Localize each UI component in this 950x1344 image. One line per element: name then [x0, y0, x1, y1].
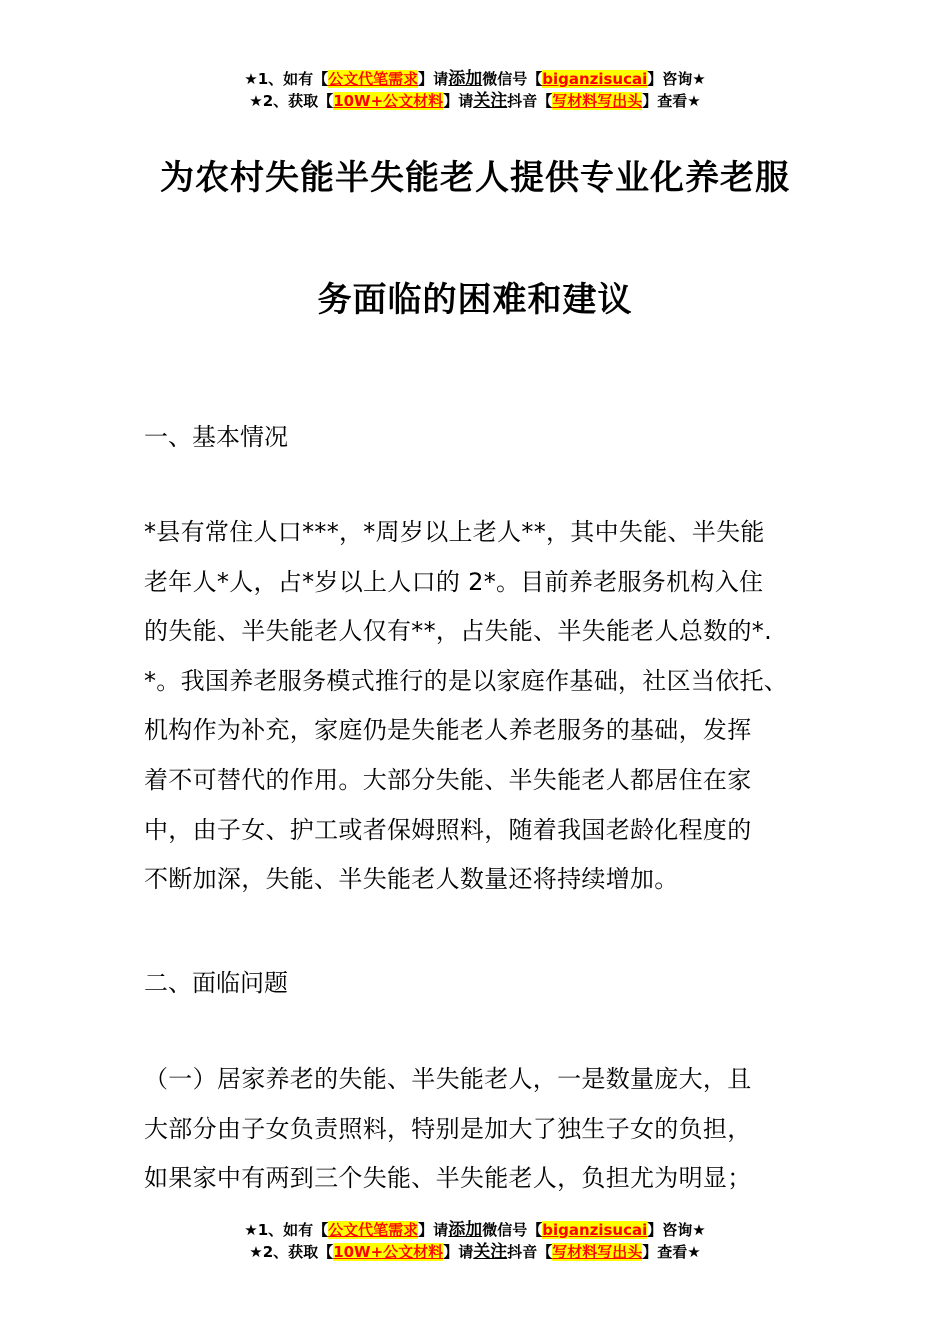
banner-highlight: 写材料写出头: [552, 1243, 643, 1261]
banner-text: 】咨询★: [647, 70, 706, 88]
section-heading-basic: 一、基本情况: [144, 423, 288, 451]
banner-line-1: [0, 1219, 950, 1241]
banner-line-1: [0, 68, 950, 90]
banner-text: 抖音【: [507, 1243, 553, 1261]
banner-text: 】请: [418, 1221, 449, 1239]
paragraph-line: *。我国养老服务模式推行的是以家庭作基础，社区当依托、: [144, 666, 789, 695]
top-banner: [0, 68, 950, 112]
document-title-line-2: 务面临的困难和建议: [317, 280, 633, 320]
document-title-line-1: 为农村失能半失能老人提供专业化养老服: [160, 158, 790, 198]
banner-text: 】请: [443, 1243, 474, 1261]
banner-text: 微信号【: [482, 70, 543, 88]
section-heading-problems: 二、面临问题: [144, 969, 288, 997]
banner-text: 】请: [443, 92, 474, 110]
banner-text: 微信号【: [482, 1221, 543, 1239]
section2-paragraph: [144, 1055, 812, 1204]
banner-highlight: 公文代笔需求: [328, 70, 419, 88]
bottom-banner: [0, 1219, 950, 1263]
banner-highlight: 公文代笔需求: [328, 1221, 419, 1239]
banner-text: 】查看★: [642, 1243, 701, 1261]
paragraph-line: 大部分由子女负责照料，特别是加大了独生子女的负担，: [144, 1114, 752, 1143]
banner-emphasis: 关注: [473, 91, 508, 111]
banner-text: 】查看★: [642, 92, 701, 110]
banner-emphasis: 关注: [473, 1242, 508, 1262]
paragraph-line: *县有常住人口***，*周岁以上老人**，其中失能、半失能: [144, 518, 765, 546]
banner-highlight: biganzisucai: [542, 70, 648, 88]
banner-text: ★2、获取【: [249, 1243, 334, 1261]
paragraph-line: 如果家中有两到三个失能、半失能老人，负担尤为明显；: [144, 1164, 752, 1193]
banner-highlight: 10W+公文材料: [333, 92, 444, 110]
paragraph-line: （一）居家养老的失能、半失能老人，一是数量庞大，且: [144, 1065, 752, 1093]
paragraph-line: 老年人*人，占*岁以上人口的 2*。目前养老服务机构入住: [144, 567, 764, 596]
paragraph-line: 中，由子女、护工或者保姆照料，随着我国老龄化程度的: [144, 815, 752, 844]
paragraph-line: 着不可替代的作用。大部分失能、半失能老人都居住在家: [144, 765, 752, 794]
paragraph-line: 不断加深，失能、半失能老人数量还将持续增加。: [144, 865, 679, 894]
paragraph-line: 的失能、半失能老人仅有**，占失能、半失能老人总数的*.: [144, 617, 773, 646]
banner-text: 】请: [418, 70, 449, 88]
banner-line-2: [0, 1241, 950, 1263]
banner-text: ★2、获取【: [249, 92, 334, 110]
banner-text: ★1、如有【: [244, 70, 329, 88]
banner-line-2: [0, 90, 950, 112]
banner-highlight: 10W+公文材料: [333, 1243, 444, 1261]
banner-emphasis: 添加: [448, 1220, 483, 1240]
banner-text: 】咨询★: [647, 1221, 706, 1239]
banner-highlight: biganzisucai: [542, 1221, 648, 1239]
banner-highlight: 写材料写出头: [552, 92, 643, 110]
banner-text: ★1、如有【: [244, 1221, 329, 1239]
banner-emphasis: 添加: [448, 69, 483, 89]
banner-text: 抖音【: [507, 92, 553, 110]
paragraph-line: 机构作为补充，家庭仍是失能老人养老服务的基础，发挥: [144, 716, 752, 745]
section1-paragraph: [144, 508, 812, 905]
